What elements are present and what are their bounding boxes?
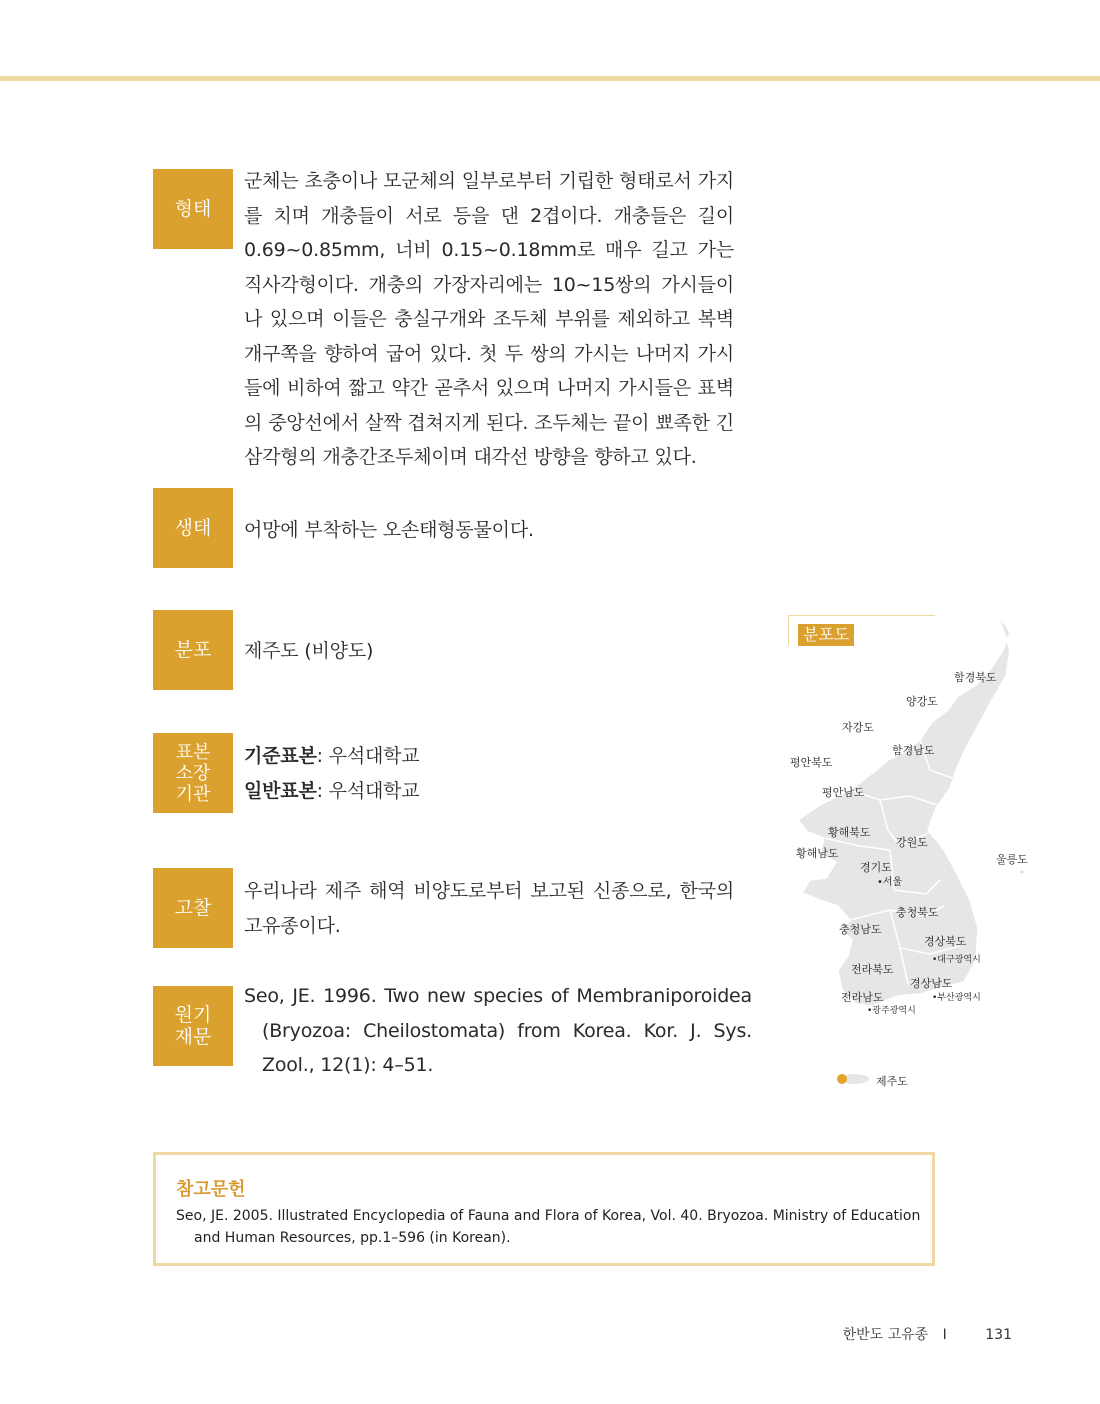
section-text-remarks: 우리나라 제주 해역 비양도로부터 보고된 신종으로, 한국의 고유종이다. [244, 880, 734, 937]
footer-separator: I [942, 1327, 947, 1343]
region-label: •광주광역시 [867, 1006, 916, 1016]
region-label: 황해북도 [828, 826, 871, 839]
holotype-value: : 우석대학교 [316, 745, 420, 767]
region-label: 경상남도 [910, 977, 953, 990]
region-label: 황해남도 [796, 847, 839, 860]
region-label: •부산광역시 [932, 993, 981, 1003]
map-title-rule-vertical [788, 615, 789, 645]
section-text-distribution: 제주도 (비양도) [244, 640, 374, 662]
section-label-distribution: 분포 [153, 610, 233, 690]
holotype-key: 기준표본 [244, 745, 317, 767]
region-label: •대구광역시 [932, 955, 981, 965]
region-label: 전라북도 [851, 963, 894, 976]
distribution-map [780, 610, 1040, 1090]
section-text-morphology: 군체는 초충이나 모군체의 일부로부터 기립한 형태로서 가지를 치며 개충들이 서로 등을 댄 2겹이다. 개충들은 길이 0.69~0.85mm, 너비 0.15~0.18mm로 매우 길고 가는 직사각형이다. 개충의 가장자리에는 10~15쌍의 가시들이 나 있으며 이들은 충실구개와 조두체 부위를 제외하고 복벽개구쪽을 향하여 굽어 있다. 첫 두 쌍의 가시는 나머지 가시들에 비하여 짧고 약간 곧추서 있으며 나머지 가시들은 표벽의 중앙선에서 살짝 겹쳐지게 된다. 조두체는 끝이 뾰족한 긴 삼각형의 개충간조두체이며 대각선 방향을 향하고 있다. [244, 170, 734, 468]
map-title-rule [788, 615, 935, 616]
region-label: 경상북도 [924, 935, 967, 948]
region-label: 충청북도 [896, 906, 939, 919]
section-text-specimen [244, 739, 734, 809]
region-label: •서울 [877, 877, 903, 888]
region-label: 경기도 [860, 861, 892, 874]
region-label: 함경북도 [954, 671, 997, 684]
section-text-ecology: 어망에 부착하는 오손태형동물이다. [244, 519, 534, 541]
footer-book-title: 한반도 고유종 [842, 1327, 929, 1343]
region-label: 평안북도 [790, 756, 833, 769]
region-label: 평안남도 [822, 786, 865, 799]
ulleungdo-island [1021, 871, 1024, 874]
distribution-marker-icon [837, 1074, 847, 1084]
region-label: 양강도 [906, 695, 938, 708]
map-title: 분포도 [798, 624, 854, 646]
section-label-morphology: 형태 [153, 169, 233, 249]
region-label: 강원도 [896, 836, 928, 849]
specimen-line-holotype [244, 739, 734, 774]
region-label: 충청남도 [839, 923, 882, 936]
region-label: 제주도 [876, 1075, 908, 1088]
region-label: 전라남도 [841, 991, 884, 1004]
general-specimen-value: : 우석대학교 [316, 780, 420, 802]
reference-entry: Seo, JE. 2005. Illustrated Encyclopedia of Fauna and Flora of Korea, Vol. 40. Bryozoa. Ministry of Education and Human Resources, pp.1–596 (in Korean). [176, 1208, 921, 1246]
region-label: 함경남도 [892, 744, 935, 757]
page-footer [837, 1324, 1012, 1344]
page-number: 131 [985, 1327, 1012, 1343]
references-title: 참고문헌 [176, 1179, 246, 1200]
top-rule [0, 76, 1100, 81]
references-box [153, 1152, 935, 1266]
region-label: 울릉도 [996, 853, 1028, 866]
section-label-specimen: 표본 소장 기관 [153, 733, 233, 813]
section-text-original-description: Seo, JE. 1996. Two new species of Membraniporoidea (Bryozoa: Cheilostomata) from Korea. Kor. J. Sys. Zool., 12(1): 4–51. [244, 985, 752, 1076]
region-label: 자강도 [842, 721, 874, 734]
section-label-remarks: 고찰 [153, 868, 233, 948]
general-specimen-key: 일반표본 [244, 780, 317, 802]
section-label-ecology: 생태 [153, 488, 233, 568]
section-label-original-description: 원기 재문 [153, 986, 233, 1066]
specimen-line-general [244, 774, 734, 809]
